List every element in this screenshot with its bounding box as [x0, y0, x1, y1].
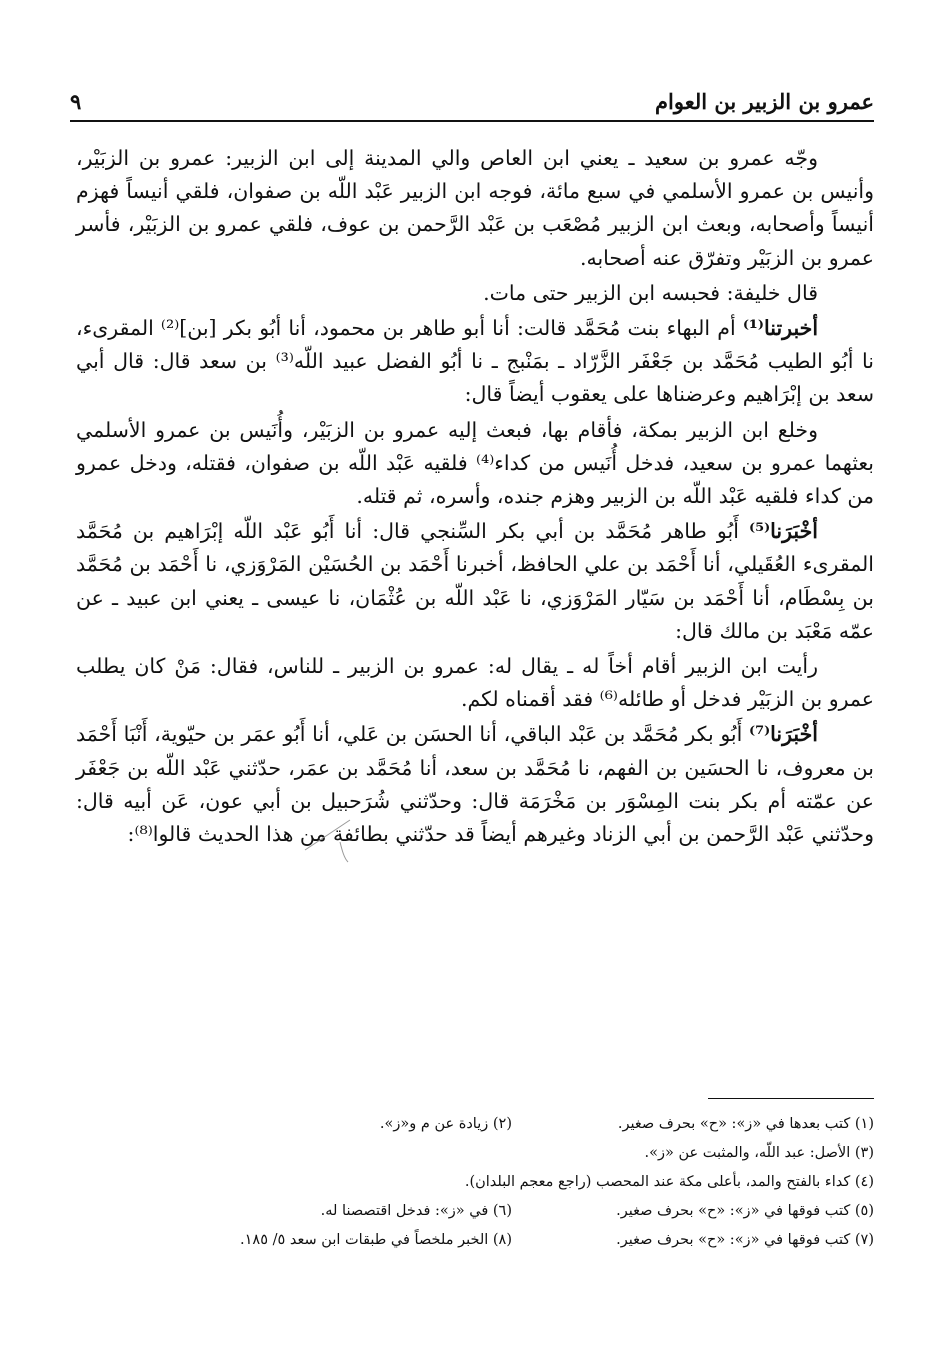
footnote-row: [150, 1110, 874, 1139]
footnote: (٦) في «ز»: فدخل اقتصصنا له.: [320, 1203, 512, 1219]
narration-lead: أخْبَرَنا⁽⁷⁾: [748, 722, 818, 747]
header-rule: [70, 120, 874, 122]
running-title: عمرو بن الزبير بن العوام: [655, 89, 874, 114]
footnotes: [150, 1110, 874, 1255]
running-header: [70, 78, 874, 114]
footnote: (٨) الخبر ملخصاً في طبقات ابن سعد ٥/ ١٨٥.: [240, 1232, 512, 1248]
footnote: (٥) كتب فوقها في «ز»: «ح» بحرف صغير.: [616, 1203, 874, 1219]
page-number: ٩: [70, 89, 82, 114]
footnote-rule: [708, 1098, 874, 1099]
footnote-row: [150, 1226, 874, 1255]
footnote-row: [150, 1197, 874, 1226]
pen-mark-icon: [300, 812, 360, 872]
paragraph: أخبرتنا⁽¹⁾ أم البهاء بنت مُحَمَّد قالت: أنا أبو طاهر بن محمود، أنا أبُو بكر [بن]⁽²⁾ المقرىء، نا أبُو الطيب مُحَمَّد بن جَعْفَر الزَّرّاد ـ بمَنْبج ـ نا أبُو الفضل عبيد اللّه⁽³⁾ بن سعد قال: قال أبي سعد بن إبْرَاهيم وعرضناها على يعقوب أيضاً قال:: [76, 316, 875, 407]
footnote: (٤) كداء بالفتح والمد، بأعلى مكة عند المحصب (راجع معجم البلدان).: [464, 1174, 874, 1190]
paragraph: قال خليفة: فحبسه ابن الزبير حتى مات.: [483, 280, 818, 305]
narration-lead: أخبرتنا⁽¹⁾: [742, 316, 819, 341]
main-text: [76, 142, 874, 851]
footnote: (٢) زيادة عن م و«ز».: [379, 1116, 512, 1132]
paragraph: وخلع ابن الزبير بمكة، فأقام بها، فبعث إليه عمرو بن الزبَيْر، وأُنَيس بن عمرو الأسلمي بعثهما عمرو بن سعيد، فدخل أُنَيس من كداء⁽⁴⁾ فلقيه عَبْد اللّه بن صفوان، فقتله، ودخل عمرو من كداء فلقيه عَبْد اللّه بن الزبير وهزم جنده، وأسره، ثم قتله.: [76, 417, 874, 509]
narration-lead: أخْبَرَنا⁽⁵⁾: [748, 519, 818, 544]
footnote-row: [150, 1168, 874, 1197]
footnote: (٧) كتب فوقها في «ز»: «ح» بحرف صغير.: [616, 1232, 874, 1248]
paragraph: رأيت ابن الزبير أقام أخاً له ـ يقال له: عمرو بن الزبير ـ للناس، فقال: مَنْ كان يطلب عمرو بن الزبَيْر فدخل أو طائله⁽⁶⁾ فقد أقمناه لكم.: [76, 654, 874, 712]
footnote-row: [150, 1139, 874, 1168]
paragraph: أخْبَرَنا⁽⁷⁾ أَبُو بكر مُحَمَّد بن عَبْد الباقي، أنا الحسَن بن عَلي، أنا أَبُو عمَر بن حيّوية، أَنْبَا أَحْمَد بن معروف، نا الحسَين بن الفهم، نا مُحَمَّد بن سعد، أنا مُحَمَّد بن عمَر، حدّثني عَبْد اللّه بن جَعْفَر عن عمّته أم بكر بنت المِسْوَر بن مَخْرَمَة قال: وحدّثني شُرَحبيل بن أبي عون، عَن أبيه قال: وحدّثني عَبْد الرَّحمن بن أبي الزناد وغيرهم أيضاً قد حدّثني بطائفة من هذا الحديث قالوا⁽⁸⁾:: [76, 722, 874, 847]
paragraph: أخْبَرَنا⁽⁵⁾ أَبُو طاهر مُحَمَّد بن أبي بكر السِّنجي قال: أنا أَبُو عَبْد اللّه إبْرَاهيم بن مُحَمَّد المقرىء العُقَيلي، أنا أَحْمَد بن علي الحافظ، أخبرنا أَحْمَد بن الحُسَيْن المَرْوَزي، نا أَحْمَد بن مُحَمَّد بن بِسْطَام، أنا أَحْمَد بن سَيّار المَرْوَزي، نا عَبْد اللّه بن عُثْمَان، نا عيسى ـ يعني ابن عبيد ـ عن عمّه مَعْبَد بن مالك قال:: [76, 519, 874, 643]
footnote: (٣) الأصل: عبد اللّه، والمثبت عن «ز».: [644, 1145, 874, 1161]
paragraph: وجّه عمرو بن سعيد ـ يعني ابن العاص والي المدينة إلى ابن الزبير: عمرو بن الزبَيْر، وأنيس بن عمرو الأسلمي في سبع مائة، فوجه ابن الزبير عَبْد اللّه بن صفوان، فلقي أنيساً فهزم أنيساً وأصحابه، وبعث ابن الزبير مُصْعَب بن عَبْد الرَّحمن بن عوف، فلقي عمرو بن الزبَيْر، فأسر عمرو بن الزبَيْر وتفرّق عنه أصحابه.: [76, 146, 874, 270]
footnote: (١) كتب بعدها في «ز»: «ح» بحرف صغير.: [617, 1116, 874, 1132]
